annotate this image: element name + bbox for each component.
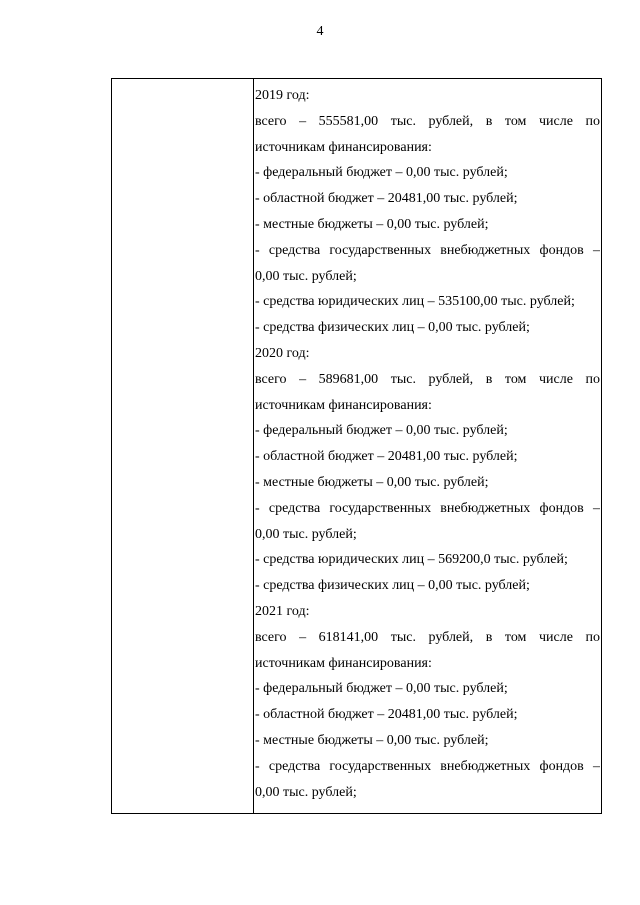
text-line: - областной бюджет – 20481,00 тыс. рублей; [255,191,518,207]
text-line: - федеральный бюджет – 0,00 тыс. рублей; [255,423,508,439]
text-line: 2020 год: [255,345,310,361]
text-line: 0,00 тыс. рублей; [255,526,357,542]
text-line: - средства физических лиц – 0,00 тыс. рублей; [255,578,530,594]
text-line: 0,00 тыс. рублей; [255,268,357,284]
text-line: - средства государственных внебюджетных фондов – [255,500,600,516]
text-line: источникам финансирования: [255,655,432,671]
text-line: - местные бюджеты – 0,00 тыс. рублей; [255,732,489,748]
text-line: - средства государственных внебюджетных фондов – [255,758,600,774]
text-line: 2019 год: [255,88,310,103]
text-line: - местные бюджеты – 0,00 тыс. рублей; [255,216,489,232]
text-line: - областной бюджет – 20481,00 тыс. рублей; [255,449,518,465]
text-line: источникам финансирования: [255,139,432,155]
text-line: 2021 год: [255,603,310,619]
text-line: всего – 618141,00 тыс. рублей, в том числе по [255,629,600,645]
text-line: - федеральный бюджет – 0,00 тыс. рублей; [255,681,508,697]
text-line: всего – 589681,00 тыс. рублей, в том числе по [255,371,600,387]
text-line: 0,00 тыс. рублей; [255,784,357,800]
table-right-cell [255,83,600,805]
text-line: - средства юридических лиц – 535100,00 тыс. рублей; [255,294,575,310]
page-number: 4 [316,24,324,39]
text-line: всего – 555581,00 тыс. рублей, в том числе по [255,113,600,129]
text-line: - областной бюджет – 20481,00 тыс. рублей; [255,707,518,723]
text-line: - местные бюджеты – 0,00 тыс. рублей; [255,474,489,490]
text-line: источникам финансирования: [255,397,432,413]
text-line: - средства государственных внебюджетных фондов – [255,242,600,258]
text-line: - средства физических лиц – 0,00 тыс. рублей; [255,320,530,336]
table-left-cell [112,79,254,813]
financing-table [111,78,602,814]
text-line: - средства юридических лиц – 569200,0 тыс. рублей; [255,552,568,568]
text-line: - федеральный бюджет – 0,00 тыс. рублей; [255,165,508,181]
